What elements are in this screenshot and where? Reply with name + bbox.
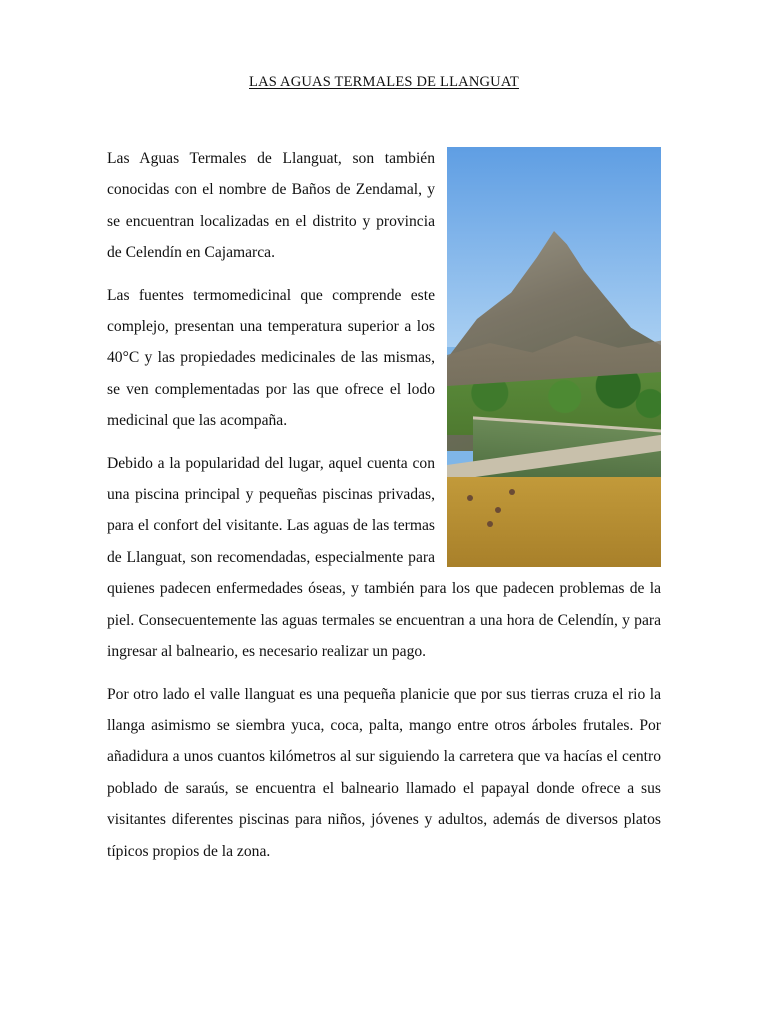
photo-near-pool (447, 477, 661, 567)
photo-swimmer (509, 489, 515, 495)
photo-swimmer (467, 495, 473, 501)
paragraph: Debido a la popularidad del lugar, aquel cuenta con una piscina principal y pequeñas piscinas privadas, para el confort del visitante. Las aguas de las termas de Llanguat, son recomendadas, especialmente para quienes padecen enfermedades óseas, y también para los que padecen problemas de la piel. Consecuentemente las aguas termales se encuentran a una hora de Celendín, y para ingresar al balneario, es necesario realizar un pago. (107, 454, 661, 661)
document-body (107, 143, 661, 878)
photo-swimmer (487, 521, 493, 527)
hot-springs-photo (447, 147, 661, 567)
document-title: LAS AGUAS TERMALES DE LLANGUAT (249, 74, 519, 90)
paragraph: Por otro lado el valle llanguat es una pequeña planicie que por sus tierras cruza el rio la llanga asimismo se siembra yuca, coca, palta, mango entre otros árboles frutales. Por añadidura a unos cuantos kilómetros al sur siguiendo la carretera que va hacías el centro poblado de saraús, se encuentra el balneario llamado el papayal donde ofrece a sus visitantes diferentes piscinas para niños, jóvenes y adultos, además de diversos platos típicos propios de la zona. (107, 685, 661, 860)
photo-swimmer (495, 507, 501, 513)
paragraph: Las fuentes termomedicinal que comprende este complejo, presentan una temperatura superior a los 40°C y las propiedades medicinales de las mismas, se ven complementadas por las que ofrece el lodo medicinal que las acompaña. (107, 286, 435, 430)
paragraph: Las Aguas Termales de Llanguat, son también conocidas con el nombre de Baños de Zendamal, y se encuentran localizadas en el distrito y provincia de Celendín en Cajamarca. (107, 150, 435, 262)
